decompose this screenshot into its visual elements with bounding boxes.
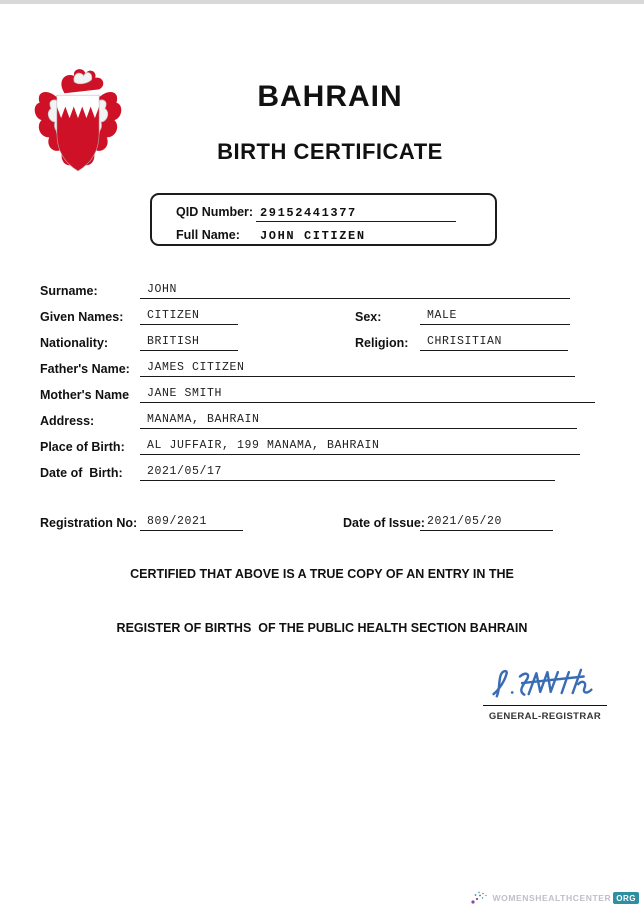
page-top-border	[0, 0, 644, 4]
certification-line-2: REGISTER OF BIRTHS OF THE PUBLIC HEALTH SECTION BAHRAIN	[116, 621, 528, 635]
address-label: Address:	[40, 414, 95, 428]
date-of-issue-label: Date of Issue:	[343, 516, 425, 530]
nationality-label: Nationality:	[40, 336, 109, 350]
watermark-org-badge: ORG	[613, 892, 639, 904]
date-of-birth-value: 2021/05/17	[140, 465, 555, 481]
field-row-registration	[0, 516, 644, 534]
certification-line-1: CERTIFIED THAT ABOVE IS A TRUE COPY OF AN ENTRY IN THE	[130, 567, 514, 581]
fathers-name-value: JAMES CITIZEN	[140, 361, 575, 377]
qid-box	[150, 193, 497, 246]
sex-value: MALE	[420, 309, 570, 325]
field-row-address	[0, 414, 644, 432]
sparkle-dots-icon	[470, 890, 490, 906]
field-row-nationality-religion	[0, 336, 644, 354]
full-name-value: JOHN CITIZEN	[256, 229, 463, 245]
place-of-birth-value: AL JUFFAIR, 199 MANAMA, BAHRAIN	[140, 439, 580, 455]
field-row-date-of-birth	[0, 466, 644, 484]
surname-value: JOHN	[140, 283, 570, 299]
bahrain-coat-of-arms-icon	[30, 62, 126, 182]
full-name-label: Full Name:	[176, 228, 240, 242]
field-row-mothers-name	[0, 388, 644, 406]
country-title: BAHRAIN	[257, 80, 403, 113]
document-title: BIRTH CERTIFICATE	[217, 139, 443, 164]
signature-line	[483, 705, 607, 706]
surname-label: Surname:	[40, 284, 98, 298]
field-row-given-names-sex	[0, 310, 644, 328]
qid-number-value: 29152441377	[256, 206, 456, 222]
date-of-birth-label: Date of Birth:	[40, 466, 123, 480]
registrar-signature-icon	[480, 660, 610, 709]
watermark	[470, 890, 639, 906]
field-row-fathers-name	[0, 362, 644, 380]
address-value: MANAMA, BAHRAIN	[140, 413, 577, 429]
registration-no-label: Registration No:	[40, 516, 138, 530]
given-names-label: Given Names:	[40, 310, 124, 324]
religion-label: Religion:	[355, 336, 409, 350]
place-of-birth-label: Place of Birth:	[40, 440, 125, 454]
field-row-surname	[0, 284, 644, 302]
mothers-name-label: Mother's Name	[40, 388, 130, 402]
fathers-name-label: Father's Name:	[40, 362, 130, 376]
nationality-value: BRITISH	[140, 335, 238, 351]
given-names-value: CITIZEN	[140, 309, 238, 325]
registration-no-value: 809/2021	[140, 515, 243, 531]
field-row-place-of-birth	[0, 440, 644, 458]
religion-value: CHRISITIAN	[420, 335, 568, 351]
general-registrar-label: GENERAL-REGISTRAR	[488, 711, 602, 722]
sex-label: Sex:	[355, 310, 382, 324]
date-of-issue-value: 2021/05/20	[420, 515, 553, 531]
qid-number-label: QID Number:	[176, 205, 254, 219]
mothers-name-value: JANE SMITH	[140, 387, 595, 403]
watermark-text: WOMENSHEALTHCENTER	[492, 893, 612, 903]
